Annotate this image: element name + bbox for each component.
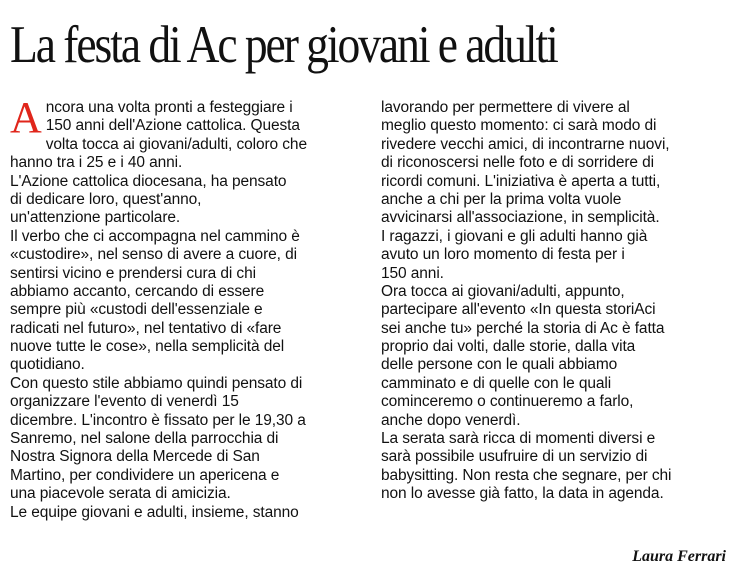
text-line: organizzare l'evento di venerdì 15 [10,393,239,411]
text-line: una piacevole serata di amicizia. [10,485,231,503]
text-line: L'Azione cattolica diocesana, ha pensato [10,172,287,190]
text-line: hanno tra i 25 e i 40 anni. [10,154,183,172]
text-line: non lo avesse già fatto, la data in agenda. [381,485,664,503]
left-column [10,93,365,522]
text-line: avvicinarsi all'associazione, in semplicità. [381,209,660,227]
text-line: volta tocca ai giovani/adulti, coloro che [45,135,307,153]
text-line: ricordi comuni. L'iniziativa è aperta a tutti, [381,172,661,190]
text-line: 150 anni dell'Azione cattolica. Questa [45,117,300,135]
text-line: Martino, per condividere un apericena e [10,466,280,484]
text-line: Con questo stile abbiamo quindi pensato di [10,374,303,392]
text-line: nuove tutte le cose», nella semplicità del [10,338,285,356]
text-line: dicembre. L'incontro è fissato per le 19,30 a [10,411,306,429]
text-line: 150 anni. [381,264,444,282]
text-line: radicati nel futuro», nel tentativo di «fare [10,319,282,337]
text-line: sentirsi vicino e prendersi cura di chi [10,264,256,282]
text-line: di riconoscersi nelle foto e di sorridere di [381,154,655,172]
text-line: Sanremo, nel salone della parrocchia di [10,430,279,448]
text-line: «custodire», nel senso di avere a cuore, di [10,246,297,264]
text-line: Nostra Signora della Mercede di San [10,448,260,466]
text-line: sei anche tu» perché la storia di Ac è fatta [381,319,665,337]
text-line: proprio dai volti, dalle storie, dalla vita [381,338,636,356]
right-column [381,99,729,504]
article-headline: La festa di Ac per giovani e adulti [10,16,557,74]
text-line: camminato e di quelle con le quali [381,374,612,392]
text-line: lavorando per permettere di vivere al [381,99,630,116]
text-line: La serata sarà ricca di momenti diversi e [381,430,656,448]
text-line: sempre più «custodi dell'essenziale e [10,301,263,319]
text-line: quotidiano. [10,356,85,374]
text-line: ncora una volta pronti a festeggiare i [45,99,293,116]
text-line: rivedere vecchi amici, di incontrarne nuovi, [381,135,670,153]
text-line: cominceremo o continueremo a farlo, [381,393,634,411]
text-line: un'attenzione particolare. [10,209,181,227]
author-byline: Laura Ferrari [632,548,726,565]
drop-cap: A [10,93,42,142]
text-line: I ragazzi, i giovani e gli adulti hanno già [381,227,648,245]
text-line: meglio questo momento: ci sarà modo di [381,117,657,135]
text-line: avuto un loro momento di festa per i [381,246,625,264]
text-line: delle persone con le quali abbiamo [381,356,618,374]
text-line: Ora tocca ai giovani/adulti, appunto, [381,282,625,300]
text-line: anche dopo venerdì. [381,411,521,429]
text-line: sarà possibile usufruire di un servizio di [381,448,648,466]
text-line: abbiamo accanto, cercando di essere [10,282,265,300]
text-line: di dedicare loro, quest'anno, [10,190,202,208]
text-line: anche a chi per la prima volta vuole [381,190,622,208]
text-line: Il verbo che ci accompagna nel cammino è [10,227,300,245]
text-line: babysitting. Non resta che segnare, per chi [381,466,672,484]
text-line: partecipare all'evento «In questa storiAci [381,301,656,319]
text-line: Le equipe giovani e adulti, insieme, stanno [10,503,299,521]
